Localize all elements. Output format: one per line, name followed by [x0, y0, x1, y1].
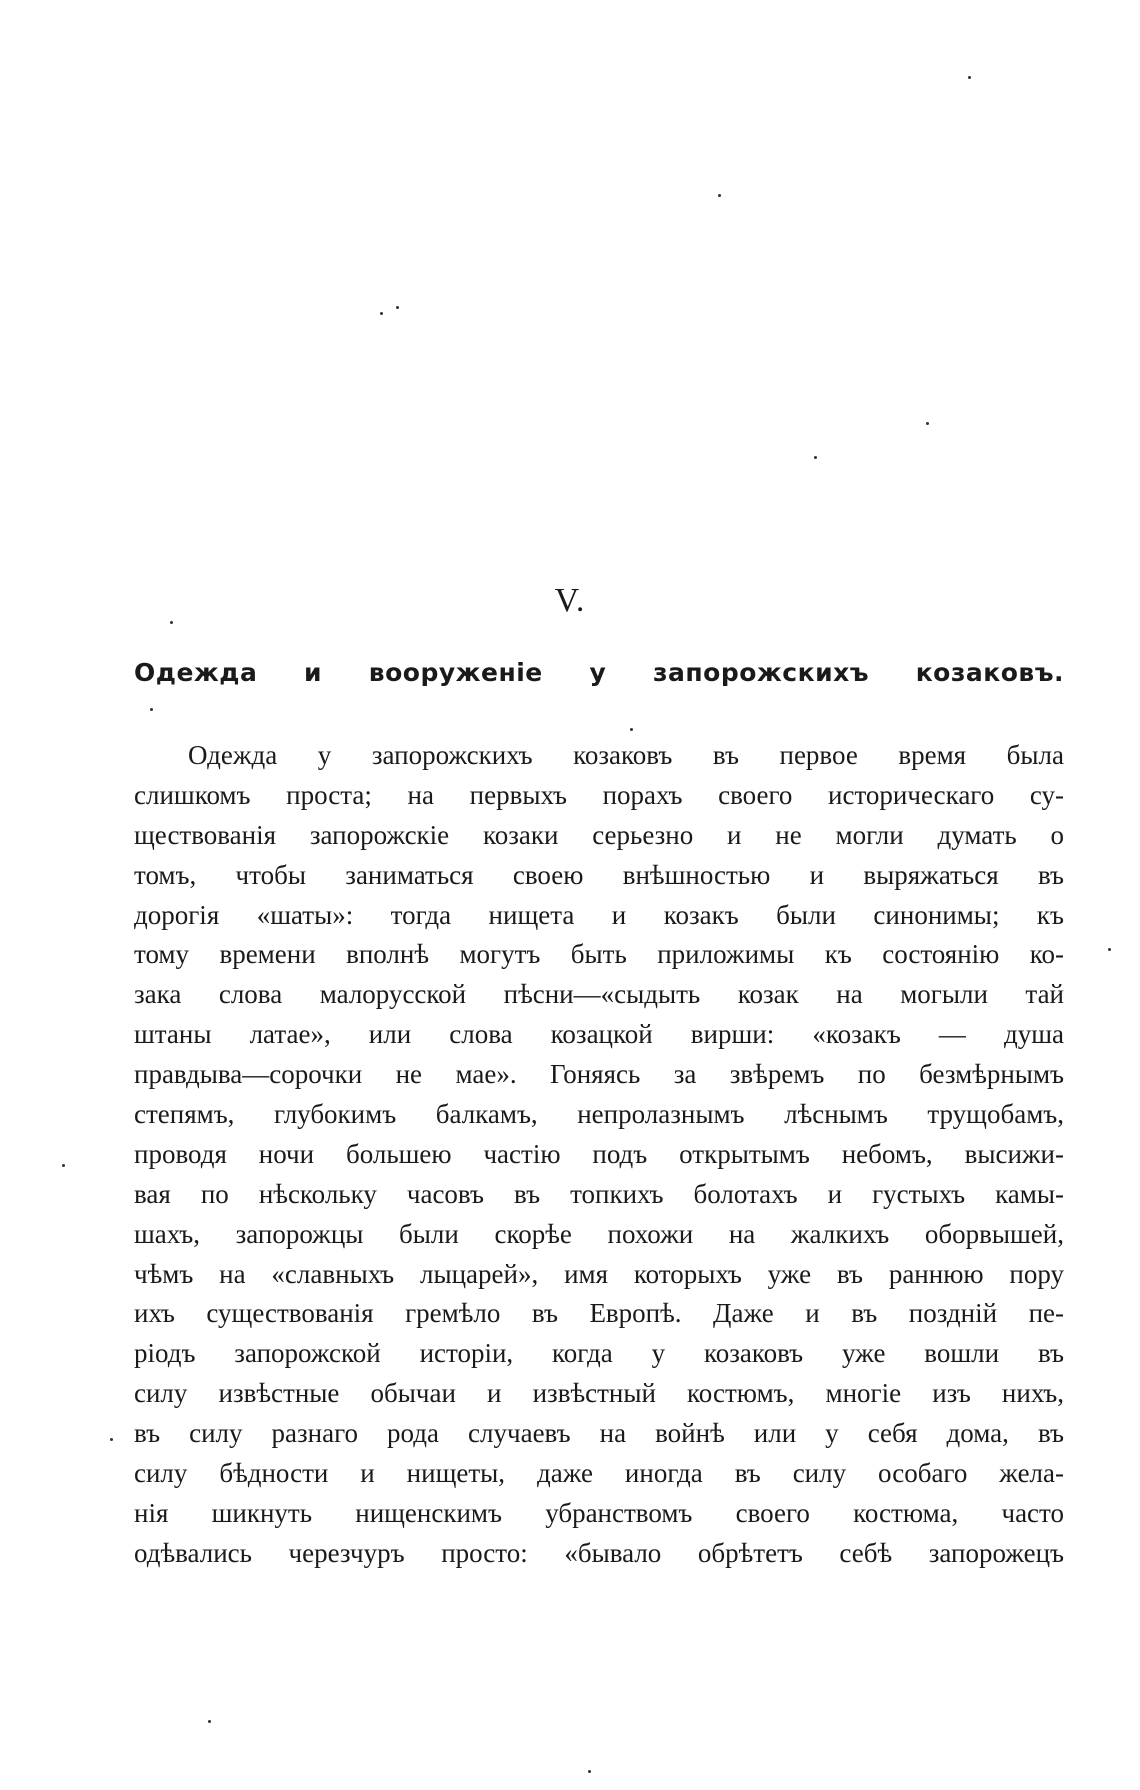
text-line: дорогія «шаты»: тогда нищета и козакъ были синонимы; къ [134, 899, 1064, 930]
scan-speck [968, 76, 971, 79]
scan-speck [814, 456, 817, 459]
text-line: степямъ, глубокимъ балкамъ, непролазнымъ лѣснымъ трущобамъ, [134, 1099, 1064, 1130]
chapter-number: V. [554, 582, 586, 619]
text-line: въ силу разнаго рода случаевъ на войнѣ или у себя дома, въ [134, 1418, 1064, 1449]
scan-speck [170, 621, 173, 624]
text-line: силу извѣстные обычаи и извѣстный костюмъ, многіе изъ нихъ, [134, 1378, 1064, 1409]
text-line: нія шикнуть нищенскимъ убранствомъ своего костюма, часто [134, 1497, 1064, 1528]
text-line: одѣвались черезчуръ просто: «бывало обрѣтетъ себѣ запорожецъ [134, 1537, 1064, 1568]
text-line: слишкомъ проста; на первыхъ порахъ своего историческаго су- [134, 779, 1064, 810]
text-line: ществованія запорожскіе козаки серьезно и не могли думать о [134, 819, 1064, 850]
scan-speck [396, 306, 399, 309]
text-line: ихъ существованія гремѣло въ Европѣ. Даже и въ поздній пе- [134, 1298, 1064, 1329]
scan-speck [380, 312, 383, 315]
text-line: Одежда у запорожскихъ козаковъ въ первое время была [188, 740, 1064, 770]
text-line: ріодъ запорожской исторіи, когда у козаковъ уже вошли въ [134, 1338, 1064, 1369]
text-line: силу бѣдности и нищеты, даже иногда въ силу особаго жела- [134, 1458, 1064, 1489]
text-line: вая по нѣскольку часовъ въ топкихъ болотахъ и густыхъ камы- [134, 1178, 1064, 1209]
scan-speck [630, 728, 633, 731]
text-line: зака слова малорусской пѣсни—«сыдыть козак на могыли тай [134, 979, 1064, 1010]
text-line: штаны латае», или слова козацкой вирши: «козакъ — душа [134, 1019, 1064, 1050]
scan-speck [208, 1720, 211, 1723]
scan-speck [718, 194, 721, 197]
scan-speck [1108, 948, 1111, 951]
text-line: чѣмъ на «славныхъ лыцарей», имя которыхъ уже въ раннюю пору [134, 1258, 1064, 1289]
scan-speck [110, 1438, 113, 1441]
body-text [134, 736, 1064, 1574]
text-line: правдыва—сорочки не мае». Гоняясь за звѣремъ по безмѣрнымъ [134, 1059, 1064, 1090]
scan-speck [588, 1770, 591, 1773]
text-line: тому времени вполнѣ могутъ быть приложимы къ состоянію ко- [134, 939, 1064, 970]
text-line: шахъ, запорожцы были скорѣе похожи на жалкихъ оборвышей, [134, 1218, 1064, 1249]
scan-speck [150, 708, 153, 711]
text-line: томъ, чтобы заниматься своею внѣшностью и выряжаться въ [134, 859, 1064, 890]
scan-speck [62, 1164, 65, 1167]
scan-speck [926, 422, 929, 425]
text-line: проводя ночи большею частію подъ открытымъ небомъ, высижи- [134, 1138, 1064, 1169]
chapter-title: Одежда и вооруженіе у запорожскихъ козаковъ. [134, 658, 1064, 687]
